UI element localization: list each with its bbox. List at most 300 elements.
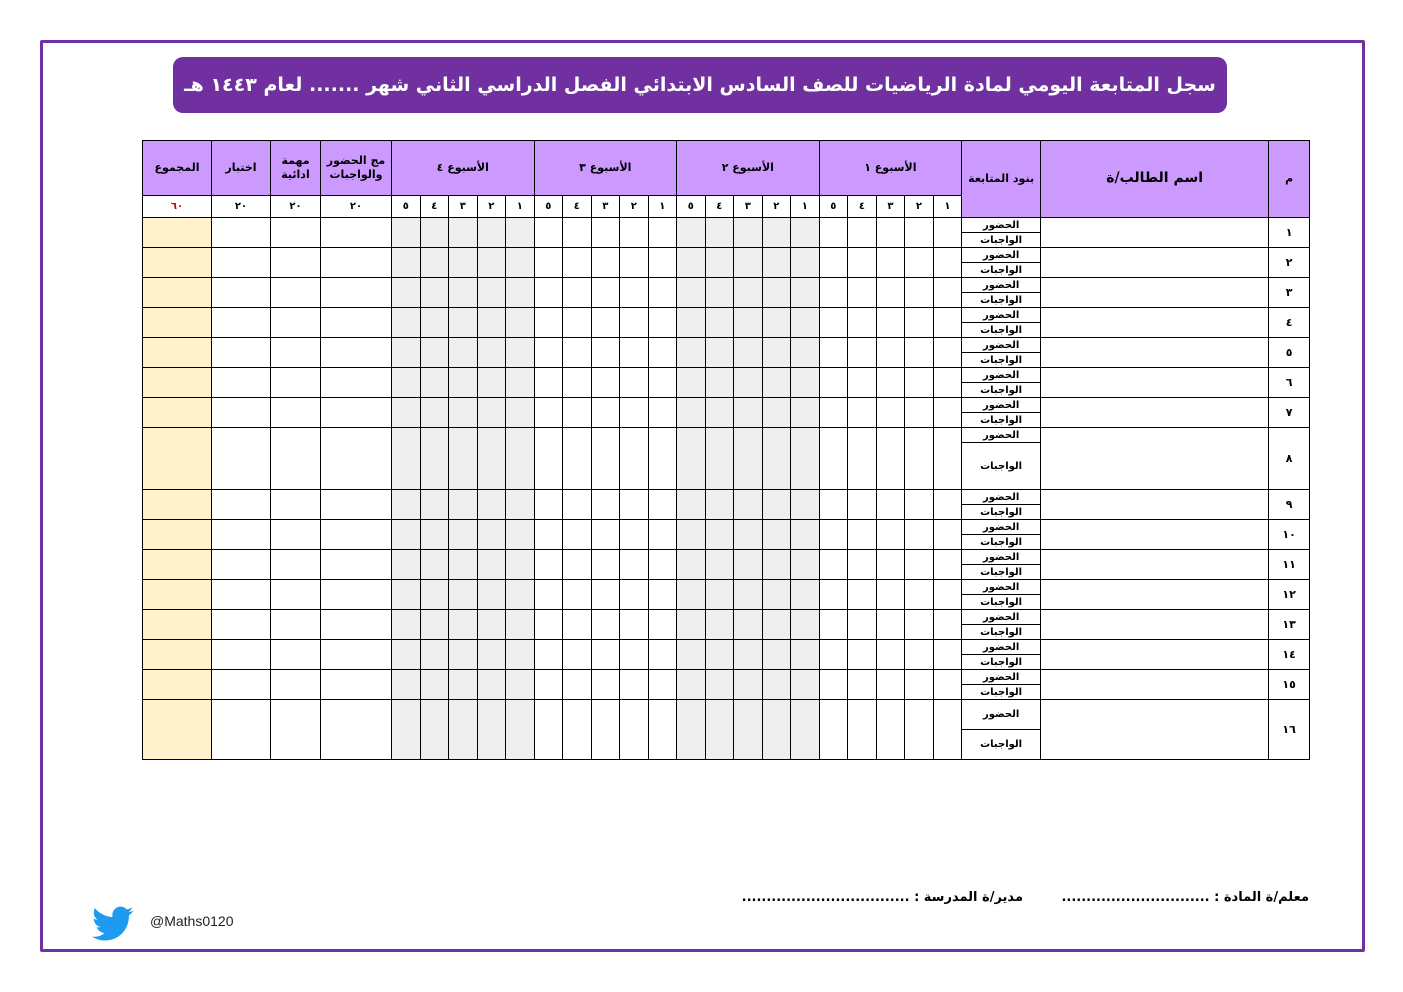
day-cell[interactable] xyxy=(705,428,734,490)
day-cell[interactable] xyxy=(477,550,506,580)
day-cell[interactable] xyxy=(933,428,962,490)
day-cell[interactable] xyxy=(420,218,449,248)
day-cell[interactable] xyxy=(791,700,820,760)
day-cell[interactable] xyxy=(449,550,478,580)
day-cell[interactable] xyxy=(762,308,791,338)
sum-attendance-cell[interactable] xyxy=(321,580,392,610)
day-cell[interactable] xyxy=(905,640,934,670)
day-cell[interactable] xyxy=(620,368,649,398)
day-cell[interactable] xyxy=(620,398,649,428)
day-cell[interactable] xyxy=(762,428,791,490)
day-cell[interactable] xyxy=(876,368,905,398)
day-cell[interactable] xyxy=(848,338,877,368)
day-cell[interactable] xyxy=(648,248,677,278)
day-cell[interactable] xyxy=(876,218,905,248)
day-cell[interactable] xyxy=(705,308,734,338)
day-cell[interactable] xyxy=(392,278,421,308)
day-cell[interactable] xyxy=(933,218,962,248)
day-cell[interactable] xyxy=(420,520,449,550)
day-cell[interactable] xyxy=(819,550,848,580)
day-cell[interactable] xyxy=(705,218,734,248)
student-name-cell[interactable] xyxy=(1041,218,1269,248)
day-cell[interactable] xyxy=(648,308,677,338)
day-cell[interactable] xyxy=(648,368,677,398)
day-cell[interactable] xyxy=(677,670,706,700)
day-cell[interactable] xyxy=(791,338,820,368)
day-cell[interactable] xyxy=(734,368,763,398)
day-cell[interactable] xyxy=(449,248,478,278)
day-cell[interactable] xyxy=(848,218,877,248)
test-cell[interactable] xyxy=(212,550,271,580)
day-cell[interactable] xyxy=(449,490,478,520)
day-cell[interactable] xyxy=(734,520,763,550)
day-cell[interactable] xyxy=(819,610,848,640)
day-cell[interactable] xyxy=(392,580,421,610)
day-cell[interactable] xyxy=(563,308,592,338)
task-cell[interactable] xyxy=(271,428,321,490)
day-cell[interactable] xyxy=(762,700,791,760)
day-cell[interactable] xyxy=(620,700,649,760)
day-cell[interactable] xyxy=(876,580,905,610)
total-cell[interactable] xyxy=(143,248,212,278)
day-cell[interactable] xyxy=(933,640,962,670)
day-cell[interactable] xyxy=(905,550,934,580)
test-cell[interactable] xyxy=(212,278,271,308)
day-cell[interactable] xyxy=(420,338,449,368)
day-cell[interactable] xyxy=(791,398,820,428)
day-cell[interactable] xyxy=(905,580,934,610)
day-cell[interactable] xyxy=(905,700,934,760)
day-cell[interactable] xyxy=(506,278,535,308)
day-cell[interactable] xyxy=(477,610,506,640)
day-cell[interactable] xyxy=(677,308,706,338)
day-cell[interactable] xyxy=(705,248,734,278)
day-cell[interactable] xyxy=(819,368,848,398)
day-cell[interactable] xyxy=(677,610,706,640)
student-name-cell[interactable] xyxy=(1041,550,1269,580)
sum-attendance-cell[interactable] xyxy=(321,520,392,550)
sum-attendance-cell[interactable] xyxy=(321,338,392,368)
day-cell[interactable] xyxy=(591,398,620,428)
day-cell[interactable] xyxy=(563,278,592,308)
day-cell[interactable] xyxy=(477,248,506,278)
day-cell[interactable] xyxy=(648,218,677,248)
sum-attendance-cell[interactable] xyxy=(321,368,392,398)
day-cell[interactable] xyxy=(905,308,934,338)
day-cell[interactable] xyxy=(819,248,848,278)
day-cell[interactable] xyxy=(677,550,706,580)
day-cell[interactable] xyxy=(791,490,820,520)
day-cell[interactable] xyxy=(591,490,620,520)
day-cell[interactable] xyxy=(791,278,820,308)
day-cell[interactable] xyxy=(392,368,421,398)
total-cell[interactable] xyxy=(143,580,212,610)
day-cell[interactable] xyxy=(563,640,592,670)
day-cell[interactable] xyxy=(506,550,535,580)
day-cell[interactable] xyxy=(677,700,706,760)
day-cell[interactable] xyxy=(392,308,421,338)
test-cell[interactable] xyxy=(212,670,271,700)
day-cell[interactable] xyxy=(620,338,649,368)
day-cell[interactable] xyxy=(734,610,763,640)
day-cell[interactable] xyxy=(876,670,905,700)
day-cell[interactable] xyxy=(762,398,791,428)
day-cell[interactable] xyxy=(420,398,449,428)
day-cell[interactable] xyxy=(392,490,421,520)
day-cell[interactable] xyxy=(648,398,677,428)
sum-attendance-cell[interactable] xyxy=(321,610,392,640)
day-cell[interactable] xyxy=(791,550,820,580)
day-cell[interactable] xyxy=(848,520,877,550)
total-cell[interactable] xyxy=(143,338,212,368)
day-cell[interactable] xyxy=(705,368,734,398)
day-cell[interactable] xyxy=(933,308,962,338)
day-cell[interactable] xyxy=(563,428,592,490)
day-cell[interactable] xyxy=(648,610,677,640)
day-cell[interactable] xyxy=(734,308,763,338)
day-cell[interactable] xyxy=(848,700,877,760)
day-cell[interactable] xyxy=(819,700,848,760)
test-cell[interactable] xyxy=(212,308,271,338)
day-cell[interactable] xyxy=(648,490,677,520)
test-cell[interactable] xyxy=(212,610,271,640)
day-cell[interactable] xyxy=(677,218,706,248)
day-cell[interactable] xyxy=(449,308,478,338)
sum-attendance-cell[interactable] xyxy=(321,308,392,338)
day-cell[interactable] xyxy=(876,338,905,368)
day-cell[interactable] xyxy=(734,550,763,580)
day-cell[interactable] xyxy=(734,580,763,610)
sum-attendance-cell[interactable] xyxy=(321,278,392,308)
day-cell[interactable] xyxy=(791,580,820,610)
day-cell[interactable] xyxy=(848,640,877,670)
day-cell[interactable] xyxy=(848,308,877,338)
task-cell[interactable] xyxy=(271,550,321,580)
day-cell[interactable] xyxy=(420,580,449,610)
day-cell[interactable] xyxy=(392,248,421,278)
day-cell[interactable] xyxy=(506,700,535,760)
day-cell[interactable] xyxy=(933,338,962,368)
day-cell[interactable] xyxy=(477,640,506,670)
day-cell[interactable] xyxy=(876,278,905,308)
day-cell[interactable] xyxy=(819,490,848,520)
day-cell[interactable] xyxy=(905,428,934,490)
day-cell[interactable] xyxy=(620,428,649,490)
day-cell[interactable] xyxy=(762,278,791,308)
day-cell[interactable] xyxy=(392,700,421,760)
day-cell[interactable] xyxy=(420,550,449,580)
student-name-cell[interactable] xyxy=(1041,610,1269,640)
day-cell[interactable] xyxy=(591,248,620,278)
day-cell[interactable] xyxy=(905,670,934,700)
day-cell[interactable] xyxy=(449,218,478,248)
day-cell[interactable] xyxy=(420,428,449,490)
day-cell[interactable] xyxy=(905,338,934,368)
day-cell[interactable] xyxy=(506,640,535,670)
day-cell[interactable] xyxy=(563,368,592,398)
day-cell[interactable] xyxy=(477,338,506,368)
day-cell[interactable] xyxy=(449,428,478,490)
day-cell[interactable] xyxy=(876,428,905,490)
day-cell[interactable] xyxy=(506,248,535,278)
day-cell[interactable] xyxy=(477,398,506,428)
day-cell[interactable] xyxy=(591,308,620,338)
day-cell[interactable] xyxy=(620,490,649,520)
day-cell[interactable] xyxy=(648,580,677,610)
day-cell[interactable] xyxy=(677,368,706,398)
day-cell[interactable] xyxy=(506,398,535,428)
day-cell[interactable] xyxy=(677,640,706,670)
day-cell[interactable] xyxy=(905,248,934,278)
day-cell[interactable] xyxy=(392,428,421,490)
day-cell[interactable] xyxy=(477,428,506,490)
day-cell[interactable] xyxy=(876,700,905,760)
day-cell[interactable] xyxy=(762,640,791,670)
day-cell[interactable] xyxy=(648,520,677,550)
day-cell[interactable] xyxy=(905,278,934,308)
total-cell[interactable] xyxy=(143,640,212,670)
task-cell[interactable] xyxy=(271,248,321,278)
day-cell[interactable] xyxy=(677,490,706,520)
sum-attendance-cell[interactable] xyxy=(321,640,392,670)
day-cell[interactable] xyxy=(734,278,763,308)
day-cell[interactable] xyxy=(933,580,962,610)
day-cell[interactable] xyxy=(762,580,791,610)
day-cell[interactable] xyxy=(819,670,848,700)
day-cell[interactable] xyxy=(762,610,791,640)
day-cell[interactable] xyxy=(534,398,563,428)
total-cell[interactable] xyxy=(143,308,212,338)
day-cell[interactable] xyxy=(648,278,677,308)
day-cell[interactable] xyxy=(933,700,962,760)
student-name-cell[interactable] xyxy=(1041,248,1269,278)
day-cell[interactable] xyxy=(933,670,962,700)
student-name-cell[interactable] xyxy=(1041,368,1269,398)
day-cell[interactable] xyxy=(591,218,620,248)
day-cell[interactable] xyxy=(620,218,649,248)
total-cell[interactable] xyxy=(143,700,212,760)
task-cell[interactable] xyxy=(271,670,321,700)
day-cell[interactable] xyxy=(449,338,478,368)
day-cell[interactable] xyxy=(819,580,848,610)
task-cell[interactable] xyxy=(271,218,321,248)
day-cell[interactable] xyxy=(620,580,649,610)
day-cell[interactable] xyxy=(933,550,962,580)
test-cell[interactable] xyxy=(212,338,271,368)
day-cell[interactable] xyxy=(734,218,763,248)
day-cell[interactable] xyxy=(705,278,734,308)
task-cell[interactable] xyxy=(271,700,321,760)
day-cell[interactable] xyxy=(534,610,563,640)
student-name-cell[interactable] xyxy=(1041,520,1269,550)
day-cell[interactable] xyxy=(392,670,421,700)
day-cell[interactable] xyxy=(477,308,506,338)
day-cell[interactable] xyxy=(876,640,905,670)
day-cell[interactable] xyxy=(819,278,848,308)
day-cell[interactable] xyxy=(819,640,848,670)
day-cell[interactable] xyxy=(392,218,421,248)
day-cell[interactable] xyxy=(534,218,563,248)
day-cell[interactable] xyxy=(392,520,421,550)
day-cell[interactable] xyxy=(933,610,962,640)
day-cell[interactable] xyxy=(534,338,563,368)
day-cell[interactable] xyxy=(876,490,905,520)
day-cell[interactable] xyxy=(591,520,620,550)
day-cell[interactable] xyxy=(591,610,620,640)
day-cell[interactable] xyxy=(705,490,734,520)
sum-attendance-cell[interactable] xyxy=(321,218,392,248)
student-name-cell[interactable] xyxy=(1041,308,1269,338)
day-cell[interactable] xyxy=(791,218,820,248)
day-cell[interactable] xyxy=(648,338,677,368)
day-cell[interactable] xyxy=(591,580,620,610)
day-cell[interactable] xyxy=(563,398,592,428)
day-cell[interactable] xyxy=(762,218,791,248)
day-cell[interactable] xyxy=(791,610,820,640)
day-cell[interactable] xyxy=(848,580,877,610)
day-cell[interactable] xyxy=(591,338,620,368)
student-name-cell[interactable] xyxy=(1041,338,1269,368)
task-cell[interactable] xyxy=(271,308,321,338)
day-cell[interactable] xyxy=(449,640,478,670)
day-cell[interactable] xyxy=(620,278,649,308)
day-cell[interactable] xyxy=(648,670,677,700)
day-cell[interactable] xyxy=(392,550,421,580)
day-cell[interactable] xyxy=(933,490,962,520)
day-cell[interactable] xyxy=(534,490,563,520)
day-cell[interactable] xyxy=(506,490,535,520)
student-name-cell[interactable] xyxy=(1041,700,1269,760)
day-cell[interactable] xyxy=(506,520,535,550)
day-cell[interactable] xyxy=(506,308,535,338)
day-cell[interactable] xyxy=(933,520,962,550)
day-cell[interactable] xyxy=(848,670,877,700)
sum-attendance-cell[interactable] xyxy=(321,550,392,580)
day-cell[interactable] xyxy=(819,520,848,550)
day-cell[interactable] xyxy=(506,670,535,700)
day-cell[interactable] xyxy=(563,610,592,640)
day-cell[interactable] xyxy=(876,550,905,580)
day-cell[interactable] xyxy=(534,580,563,610)
day-cell[interactable] xyxy=(705,610,734,640)
day-cell[interactable] xyxy=(563,700,592,760)
test-cell[interactable] xyxy=(212,398,271,428)
day-cell[interactable] xyxy=(791,368,820,398)
day-cell[interactable] xyxy=(905,368,934,398)
day-cell[interactable] xyxy=(677,278,706,308)
test-cell[interactable] xyxy=(212,428,271,490)
day-cell[interactable] xyxy=(734,490,763,520)
day-cell[interactable] xyxy=(876,520,905,550)
day-cell[interactable] xyxy=(734,700,763,760)
day-cell[interactable] xyxy=(477,700,506,760)
day-cell[interactable] xyxy=(420,368,449,398)
total-cell[interactable] xyxy=(143,670,212,700)
day-cell[interactable] xyxy=(620,670,649,700)
test-cell[interactable] xyxy=(212,580,271,610)
sum-attendance-cell[interactable] xyxy=(321,398,392,428)
day-cell[interactable] xyxy=(905,520,934,550)
day-cell[interactable] xyxy=(449,580,478,610)
day-cell[interactable] xyxy=(563,520,592,550)
total-cell[interactable] xyxy=(143,428,212,490)
day-cell[interactable] xyxy=(876,308,905,338)
test-cell[interactable] xyxy=(212,700,271,760)
day-cell[interactable] xyxy=(819,398,848,428)
day-cell[interactable] xyxy=(534,670,563,700)
day-cell[interactable] xyxy=(876,610,905,640)
day-cell[interactable] xyxy=(791,640,820,670)
day-cell[interactable] xyxy=(791,670,820,700)
day-cell[interactable] xyxy=(563,338,592,368)
day-cell[interactable] xyxy=(477,218,506,248)
total-cell[interactable] xyxy=(143,218,212,248)
day-cell[interactable] xyxy=(791,520,820,550)
day-cell[interactable] xyxy=(506,218,535,248)
task-cell[interactable] xyxy=(271,520,321,550)
day-cell[interactable] xyxy=(819,428,848,490)
task-cell[interactable] xyxy=(271,610,321,640)
day-cell[interactable] xyxy=(534,550,563,580)
day-cell[interactable] xyxy=(534,700,563,760)
day-cell[interactable] xyxy=(734,428,763,490)
total-cell[interactable] xyxy=(143,520,212,550)
day-cell[interactable] xyxy=(591,700,620,760)
day-cell[interactable] xyxy=(705,640,734,670)
day-cell[interactable] xyxy=(848,368,877,398)
day-cell[interactable] xyxy=(648,640,677,670)
day-cell[interactable] xyxy=(905,398,934,428)
day-cell[interactable] xyxy=(762,670,791,700)
task-cell[interactable] xyxy=(271,368,321,398)
sum-attendance-cell[interactable] xyxy=(321,248,392,278)
sum-attendance-cell[interactable] xyxy=(321,700,392,760)
day-cell[interactable] xyxy=(420,640,449,670)
day-cell[interactable] xyxy=(591,640,620,670)
day-cell[interactable] xyxy=(762,248,791,278)
day-cell[interactable] xyxy=(677,248,706,278)
day-cell[interactable] xyxy=(420,248,449,278)
day-cell[interactable] xyxy=(534,368,563,398)
task-cell[interactable] xyxy=(271,580,321,610)
day-cell[interactable] xyxy=(791,308,820,338)
day-cell[interactable] xyxy=(705,338,734,368)
day-cell[interactable] xyxy=(734,338,763,368)
day-cell[interactable] xyxy=(762,338,791,368)
total-cell[interactable] xyxy=(143,398,212,428)
day-cell[interactable] xyxy=(420,610,449,640)
day-cell[interactable] xyxy=(791,248,820,278)
sum-attendance-cell[interactable] xyxy=(321,670,392,700)
day-cell[interactable] xyxy=(933,398,962,428)
day-cell[interactable] xyxy=(677,428,706,490)
test-cell[interactable] xyxy=(212,490,271,520)
day-cell[interactable] xyxy=(762,368,791,398)
day-cell[interactable] xyxy=(648,550,677,580)
total-cell[interactable] xyxy=(143,550,212,580)
student-name-cell[interactable] xyxy=(1041,278,1269,308)
day-cell[interactable] xyxy=(563,580,592,610)
day-cell[interactable] xyxy=(534,428,563,490)
day-cell[interactable] xyxy=(905,490,934,520)
day-cell[interactable] xyxy=(420,490,449,520)
day-cell[interactable] xyxy=(933,248,962,278)
task-cell[interactable] xyxy=(271,640,321,670)
day-cell[interactable] xyxy=(506,368,535,398)
day-cell[interactable] xyxy=(848,278,877,308)
day-cell[interactable] xyxy=(762,520,791,550)
student-name-cell[interactable] xyxy=(1041,670,1269,700)
